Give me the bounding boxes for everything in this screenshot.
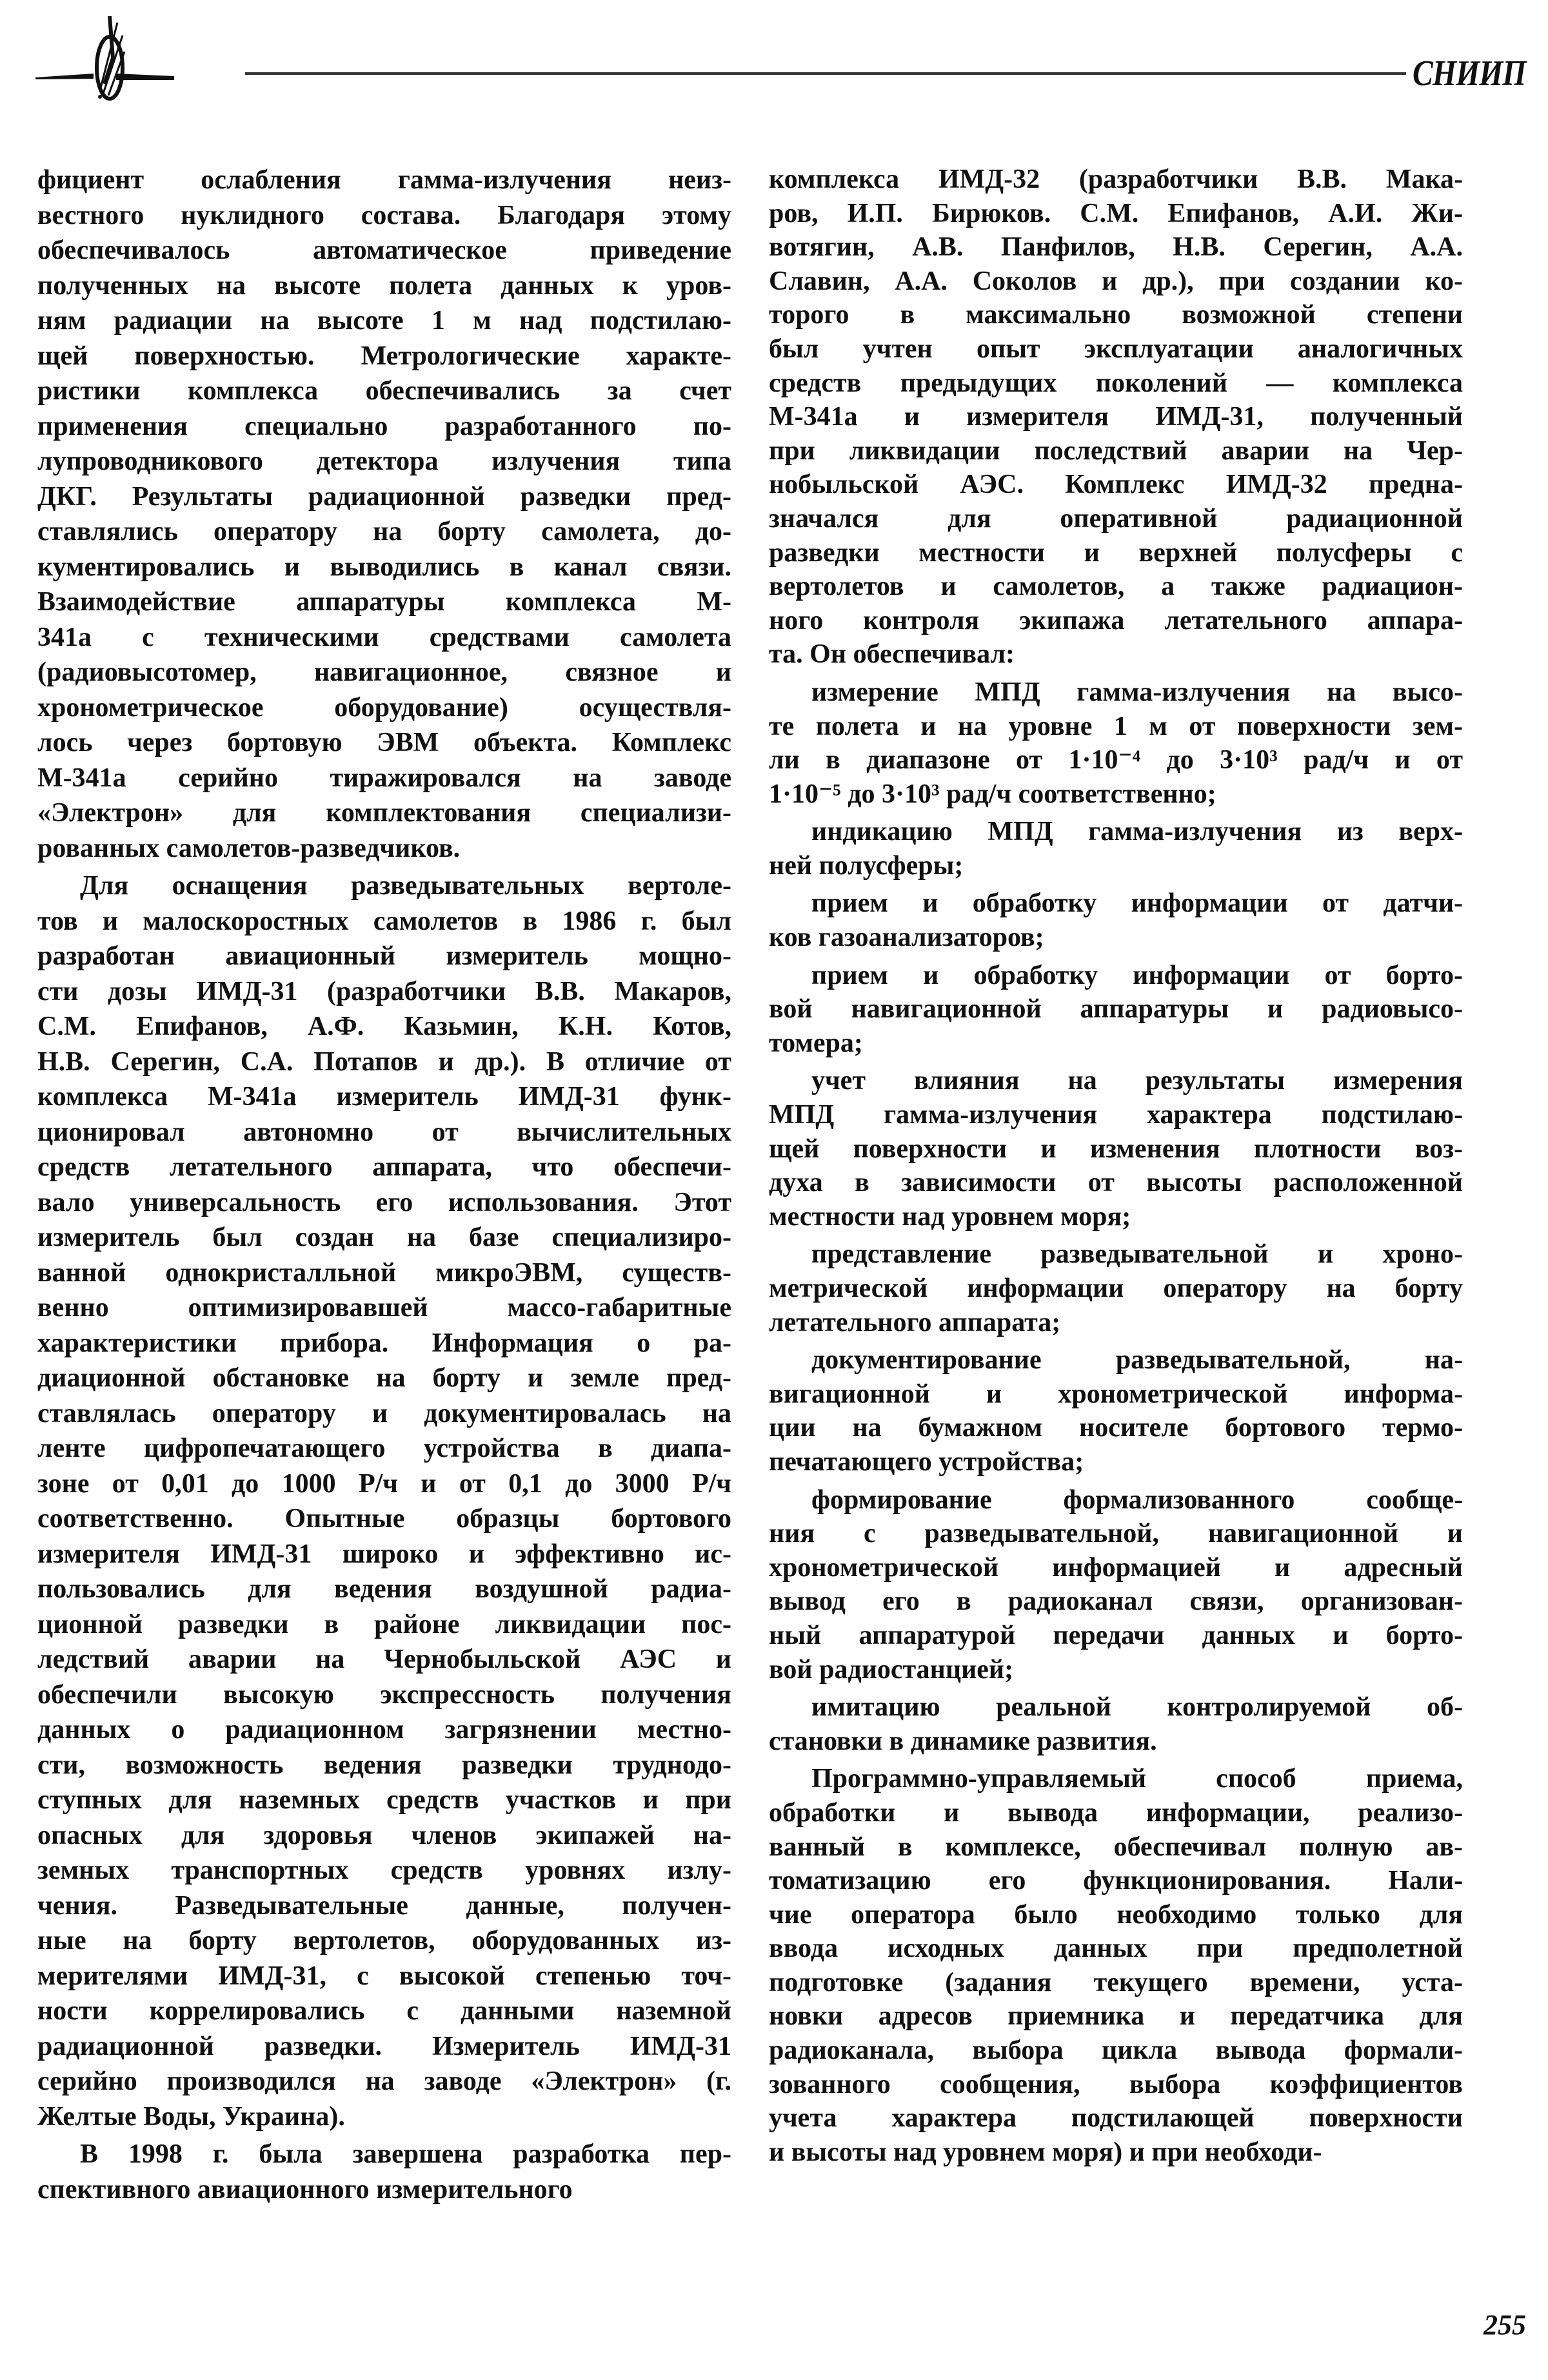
- text-line: обработки и вывода информации, реализо-: [769, 1797, 1463, 1828]
- text-line: В 1998 г. была завершена разработка пер-: [80, 2139, 731, 2169]
- text-line: ставлялись оператору на борту самолета, до-: [37, 517, 731, 546]
- text-line: ров, И.П. Бирюков. С.М. Епифанов, А.И. Жи-: [769, 198, 1463, 228]
- text-line: ния с разведывательной, навигационной и: [769, 1519, 1463, 1549]
- text-line: Программно-управляемый способ приема,: [811, 1764, 1463, 1794]
- text-line: тов и малоскоростных самолетов в 1986 г. был: [37, 906, 731, 936]
- header-brand: СНИИП: [1413, 54, 1526, 94]
- text-line: прием и обработку информации от датчи-: [811, 888, 1463, 919]
- text-line: те полета и на уровне 1 м от поверхности зем-: [769, 711, 1463, 741]
- text-line: средств предыдущих поколений — комплекса: [769, 368, 1463, 398]
- text-line: новки адресов приемника и передатчика для: [769, 2001, 1463, 2032]
- text-line: учет влияния на результаты измерения: [811, 1066, 1463, 1096]
- paragraph: [769, 1343, 1463, 1479]
- text-line: зоне от 0,01 до 1000 Р/ч и от 0,1 до 3000 Р/ч: [37, 1468, 731, 1499]
- text-line: вывод его в радиоканал связи, организован-: [769, 1586, 1463, 1617]
- text-line: земных транспортных средств уровнях излу-: [37, 1855, 731, 1885]
- text-line: венно оптимизировавшей массо-габаритные: [37, 1293, 731, 1323]
- text-line: ввода исходных данных при предполетной: [769, 1934, 1463, 1964]
- text-line: спективного авиационного измерительного: [37, 2174, 573, 2205]
- paragraph: [769, 1483, 1463, 1687]
- text-line: вало универсальность его использования. Этот: [37, 1187, 731, 1217]
- text-line: сти, возможность ведения разведки труднодо-: [37, 1750, 731, 1780]
- text-line: полученных на высоте полета данных к уров-: [37, 270, 731, 301]
- text-line: ков газоанализаторов;: [769, 923, 1044, 953]
- text-line: (радиовысотомер, навигационное, связное и: [37, 657, 731, 687]
- text-line: становки в динамике развития.: [769, 1726, 1157, 1756]
- text-line: ледствий аварии на Чернобыльской АЭС и: [37, 1645, 731, 1674]
- text-line: сти дозы ИМД-31 (разработчики В.В. Макаров,: [37, 976, 731, 1006]
- text-line: серийно производился на заводе «Электрон» (г.: [37, 2066, 731, 2096]
- right-column: [769, 163, 1463, 2173]
- text-line: был учтен опыт эксплуатации аналогичных: [769, 334, 1463, 364]
- text-line: вой радиостанцией;: [769, 1654, 1014, 1685]
- paragraph: [769, 675, 1463, 811]
- text-line: вертолетов и самолетов, а также радиацион-: [769, 572, 1463, 602]
- text-line: торого в максимально возможной степени: [769, 300, 1463, 330]
- text-line: ции на бумажном носителе бортового термо-: [769, 1413, 1463, 1443]
- text-line: применения специально разработанного по-: [37, 411, 731, 441]
- text-line: ленте цифропечатающего устройства в диапа-: [37, 1434, 731, 1463]
- paragraph: [37, 163, 731, 866]
- text-line: документирование разведывательной, на-: [811, 1345, 1463, 1375]
- text-line: ли в диапазоне от 1·10⁻⁴ до 3·10³ рад/ч и от: [769, 745, 1463, 775]
- text-line: радиоканала, выбора цикла вывода формали-: [769, 2035, 1463, 2066]
- text-line: ням радиации на высоте 1 м над подстилаю-: [37, 306, 731, 335]
- text-line: значался для оперативной радиационной: [769, 503, 1463, 534]
- text-line: вестного нуклидного состава. Благодаря этому: [37, 200, 731, 230]
- text-line: Желтые Воды, Украина).: [37, 2101, 345, 2132]
- text-line: радиационной разведки. Измеритель ИМД-31: [37, 2031, 731, 2061]
- text-line: Для оснащения разведывательных вертоле-: [80, 871, 731, 901]
- text-line: измеритель был создан на базе специализиро-: [37, 1223, 731, 1252]
- left-column: [37, 163, 731, 2210]
- text-line: ные на борту вертолетов, оборудованных из-: [37, 1926, 731, 1955]
- text-line: МПД гамма-излучения характера подстилаю-: [769, 1100, 1463, 1130]
- text-line: ционной разведки в районе ликвидации пос-: [37, 1609, 731, 1639]
- text-line: подготовке (задания текущего времени, уста-: [769, 1967, 1463, 1997]
- paragraph: [769, 1690, 1463, 1758]
- text-line: Взаимодействие аппаратуры комплекса М-: [37, 587, 731, 617]
- text-line: при ликвидации последствий аварии на Чер-: [769, 435, 1463, 466]
- text-line: измерение МПД гамма-излучения на высо-: [811, 677, 1463, 707]
- text-line: обеспечивалось автоматическое приведение: [37, 235, 731, 265]
- text-line: и высоты над уровнем моря) и при необходи-: [769, 2137, 1322, 2167]
- text-line: средств летательного аппарата, что обеспечи-: [37, 1152, 731, 1182]
- text-line: летательного аппарата;: [769, 1307, 1061, 1337]
- text-line: томатизацию его функционирования. Нали-: [769, 1866, 1463, 1896]
- text-line: духа в зависимости от высоты расположенной: [769, 1168, 1463, 1198]
- header-rule: [245, 72, 1406, 75]
- text-line: кументировались и выводились в канал связи.: [37, 552, 731, 582]
- text-line: ности коррелировались с данными наземной: [37, 1996, 731, 2026]
- text-line: вой навигационной аппаратуры и радиовысо-: [769, 994, 1463, 1025]
- text-line: ционировал автономно от вычислительных: [37, 1117, 731, 1147]
- text-line: щей поверхности и изменения плотности воз-: [769, 1134, 1463, 1164]
- text-line: рованных самолетов-разведчиков.: [37, 833, 461, 863]
- text-line: формирование формализованного сообще-: [811, 1485, 1463, 1515]
- text-line: ванный в комплексе, обеспечивал полную ав-: [769, 1832, 1463, 1862]
- text-line: «Электрон» для комплектования специализи-: [37, 798, 731, 828]
- paragraph: [769, 886, 1463, 954]
- text-line: хронометрическое оборудование) осуществля-: [37, 692, 731, 723]
- text-line: диационной обстановке на борту и земле пред-: [37, 1363, 731, 1393]
- paragraph: [769, 1237, 1463, 1339]
- text-line: комплекса М-341а измеритель ИМД-31 функ-: [37, 1082, 731, 1112]
- text-line: та. Он обеспечивал:: [769, 639, 1015, 670]
- text-line: ней полусферы;: [769, 850, 964, 881]
- text-line: чения. Разведывательные данные, получен-: [37, 1890, 731, 1921]
- text-line: 341а с техническими средствами самолета: [37, 622, 731, 652]
- text-line: представление разведывательной и хроно-: [811, 1239, 1463, 1270]
- text-line: опасных для здоровья членов экипажей на-: [37, 1820, 731, 1850]
- paragraph: [769, 1762, 1463, 2169]
- emblem-logo: [32, 6, 239, 103]
- text-line: имитацию реальной контролируемой об-: [811, 1692, 1463, 1723]
- text-line: лось через бортовую ЭВМ объекта. Комплекс: [37, 728, 731, 757]
- text-line: ный аппаратурой передачи данных и борто-: [769, 1620, 1463, 1650]
- paragraph: [769, 815, 1463, 883]
- text-line: ванной однокристалльной микроЭВМ, существ-: [37, 1257, 731, 1288]
- text-line: разработан авиационный измеритель мощно-: [37, 941, 731, 971]
- text-line: вигационной и хронометрической информа-: [769, 1379, 1463, 1409]
- text-line: ристики комплекса обеспечивались за счет: [37, 376, 731, 406]
- text-line: разведки местности и верхней полусферы с: [769, 537, 1463, 568]
- text-line: комплекса ИМД-32 (разработчики В.В. Мака-: [769, 165, 1463, 194]
- paragraph: [37, 868, 731, 2134]
- paragraph: [769, 959, 1463, 1061]
- paragraph: [769, 163, 1463, 672]
- text-line: печатающего устройства;: [769, 1446, 1084, 1477]
- text-line: Н.В. Серегин, С.А. Потапов и др.). В отличие от: [37, 1046, 731, 1077]
- text-line: лупроводникового детектора излучения типа: [37, 446, 731, 476]
- text-line: ставлялась оператору и документировалась на: [37, 1398, 731, 1428]
- text-line: индикацию МПД гамма-излучения из верх-: [811, 817, 1463, 847]
- text-line: обеспечили высокую экспрессность получения: [37, 1679, 731, 1710]
- text-line: С.М. Епифанов, А.Ф. Казьмин, К.Н. Котов,: [37, 1012, 731, 1041]
- text-line: чие оператора было необходимо только для: [769, 1899, 1463, 1930]
- text-line: щей поверхностью. Метрологические характе-: [37, 341, 731, 371]
- text-line: прием и обработку информации от борто-: [811, 960, 1463, 990]
- text-line: измерителя ИМД-31 широко и эффективно ис-: [37, 1539, 731, 1569]
- text-line: фициент ослабления гамма-излучения неиз-: [37, 165, 731, 195]
- text-line: Славин, А.А. Соколов и др.), при создании ко-: [769, 266, 1463, 296]
- paragraph: [769, 1064, 1463, 1234]
- text-line: нобыльской АЭС. Комплекс ИМД-32 предна-: [769, 470, 1463, 500]
- text-line: хронометрической информацией и адресный: [769, 1552, 1463, 1583]
- text-line: пользовались для ведения воздушной радиа-: [37, 1574, 731, 1604]
- text-line: мерителями ИМД-31, с высокой степенью точ-: [37, 1961, 731, 1991]
- text-line: ного контроля экипажа летательного аппара-: [769, 605, 1463, 635]
- paragraph: [37, 2137, 731, 2207]
- text-line: томера;: [769, 1028, 863, 1058]
- text-line: метрической информации оператору на борту: [769, 1274, 1463, 1303]
- text-line: учета характера подстилающей поверхности: [769, 2103, 1463, 2134]
- page-number: 255: [1484, 2309, 1526, 2341]
- text-line: ступных для наземных средств участков и при: [37, 1785, 731, 1815]
- text-line: вотягин, А.В. Панфилов, Н.В. Серегин, А.А.: [769, 232, 1463, 263]
- text-line: характеристики прибора. Информация о ра-: [37, 1328, 731, 1358]
- text-line: М-341а серийно тиражировался на заводе: [37, 763, 731, 793]
- text-line: 1·10⁻⁵ до 3·10³ рад/ч соответственно;: [769, 779, 1216, 809]
- text-line: зованного сообщения, выбора коэффициентов: [769, 2069, 1463, 2099]
- text-line: М-341а и измерителя ИМД-31, полученный: [769, 402, 1463, 432]
- text-line: ДКГ. Результаты радиационной разведки пред-: [37, 481, 731, 512]
- text-line: данных о радиационном загрязнении местно-: [37, 1715, 731, 1745]
- text-line: местности над уровнем моря;: [769, 1201, 1131, 1232]
- text-line: соответственно. Опытные образцы бортового: [37, 1504, 731, 1534]
